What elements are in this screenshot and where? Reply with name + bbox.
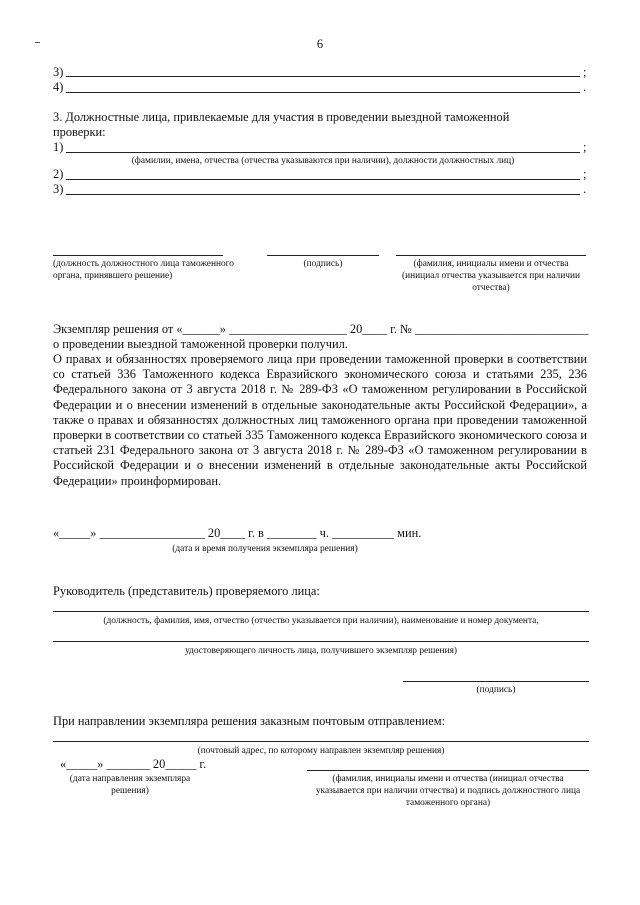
address-line xyxy=(53,741,589,742)
official-line xyxy=(307,770,589,771)
page-number: 6 xyxy=(316,37,324,51)
representative-line xyxy=(53,611,589,612)
signature-line xyxy=(267,255,379,256)
copy-line: Экземпляр решения от «______» ___________________ 20____ г. № ____________________________ xyxy=(53,322,589,336)
receipt-date-caption: (дата и время получения экземпляра решения) xyxy=(172,544,358,554)
fill-line xyxy=(66,92,580,93)
name-line xyxy=(396,255,586,256)
received-text: о проведении выездной таможенной проверки получил. xyxy=(53,337,348,351)
section-heading: 3. Должностные лица, привлекаемые для участия в проведении выездной таможенной проверки: xyxy=(53,110,510,140)
list-item-number: 2) xyxy=(53,167,64,181)
representative-signature-line xyxy=(403,681,589,682)
fill-line xyxy=(66,152,580,153)
mail-date-line: «_____» _______ 20_____ г. xyxy=(60,757,207,771)
fill-line xyxy=(66,179,580,180)
document-line xyxy=(53,641,589,642)
list-item-number: 3) xyxy=(53,65,64,79)
list-item-end: . xyxy=(583,182,587,196)
representative-heading: Руководитель (представитель) проверяемого лица: xyxy=(53,584,320,598)
signature-caption: (подпись) xyxy=(303,259,343,269)
address-caption: (почтовый адрес, по которому направлен экземпляр решения) xyxy=(197,746,445,756)
representative-caption: (должность, фамилия, имя, отчество (отчество указывается при наличии), наименование и номер документа, xyxy=(103,616,539,626)
position-line xyxy=(53,255,223,256)
list-item-number: 3) xyxy=(53,182,64,196)
mail-date-caption: (дата направления экземпляра решения) xyxy=(69,774,191,796)
official-caption: (фамилия, инициалы имени и отчества (инициал отчества указывается при наличии отчества) и подпись должностного лица таможенного органа) xyxy=(315,774,581,808)
list-item-end: ; xyxy=(583,65,587,79)
list-item-end: ; xyxy=(583,140,587,154)
rights-paragraph: О правах и обязанностях проверяемого лица при проведении таможенной проверки в соответствии со статьей 336 Таможенного кодекса Евразийского экономического союза и статьями 235, 236 Федерального закона от 3 августа 2018 г. № 289-ФЗ «О таможенном регулировании в Российской Федерации и о внесении изменений в отдельные законодательные акты Российской Федерации», а также о правах и обязанностях должностных лиц таможенного органа при проведении таможенной проверки в соответствии со статьей 335 Таможенного кодекса Евразийского экономического союза и статьей 231 Федерального закона от 3 августа 2018 г. № 289-ФЗ «О таможенном регулировании в Российской Федерации и о внесении изменений в отдельные законодательные акты Российской Федерации» проинформирован. xyxy=(53,352,587,488)
list-item-number: 1) xyxy=(53,140,64,154)
document-caption: удостоверяющего личность лица, получившего экземпляр решения) xyxy=(184,646,458,656)
position-caption: (должность должностного лица таможенного органа, принявшего решение) xyxy=(53,259,234,281)
field-caption: (фамилии, имена, отчества (отчества указываются при наличии), должности должностных лиц) xyxy=(131,156,515,166)
name-caption: (фамилия, инициалы имени и отчества (инициал отчества указывается при наличии отчества) xyxy=(402,259,580,293)
list-item-end: . xyxy=(583,80,587,94)
fill-line xyxy=(66,76,580,77)
receipt-date-line: «_____» _________________ 20____ г. в ________ ч. __________ мин. xyxy=(53,526,422,540)
list-item-end: ; xyxy=(583,167,587,181)
representative-signature-caption: (подпись) xyxy=(476,685,516,695)
fill-line xyxy=(66,194,580,195)
list-item-number: 4) xyxy=(53,80,64,94)
mail-heading: При направлении экземпляра решения заказным почтовым отправлением: xyxy=(53,714,446,728)
